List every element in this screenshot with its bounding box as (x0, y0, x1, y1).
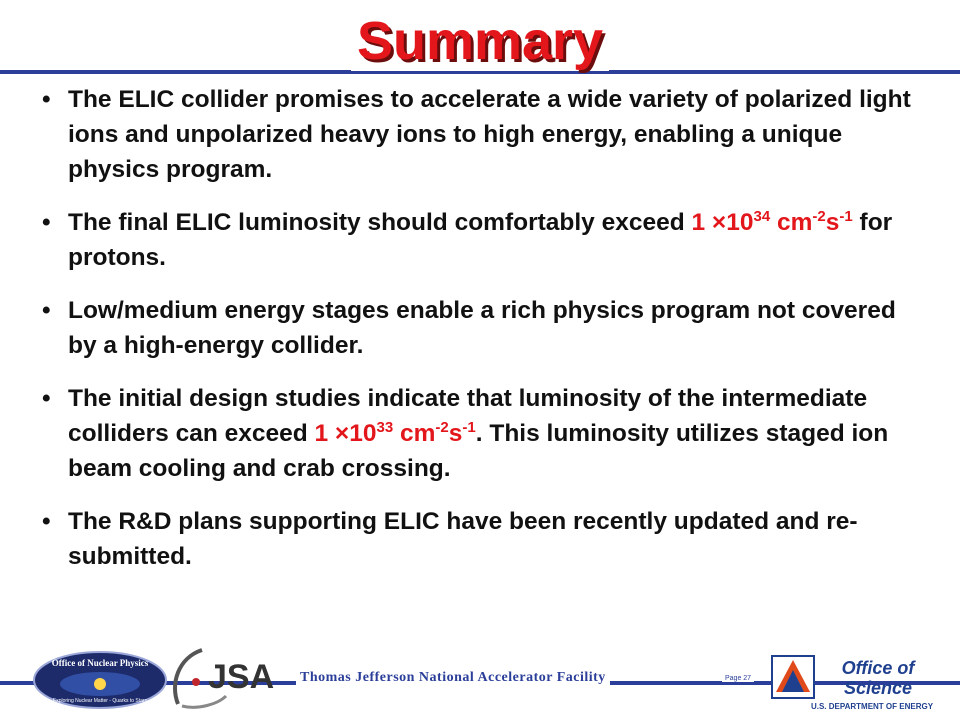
bullet-text-segment: 1 ×10 (314, 420, 377, 447)
bullet-text-segment: 34 (753, 207, 771, 225)
bullet-text-segment: 1 ×10 (691, 209, 754, 236)
bullet-dot: • (42, 508, 51, 535)
bullet-text-segment: The final ELIC luminosity should comfortably exceed (68, 209, 692, 236)
bullet-item (42, 293, 922, 363)
bullet-item (42, 504, 922, 574)
bullet-text-segment: 33 (376, 418, 394, 436)
onp-tagline-text: Exploring Nuclear Matter - Quarks to Stars (52, 698, 148, 704)
bullet-text-segment: -1 (462, 418, 476, 436)
onp-title-text: Office of Nuclear Physics (51, 658, 149, 668)
office-of-science-logo (768, 652, 940, 712)
bullet-dot: • (42, 209, 51, 236)
bullet-text-segment: The initial design studies indicate that luminosity of the intermediate colliders can exceed (68, 385, 868, 447)
bullet-dot: • (42, 86, 51, 113)
slide-title: Summary (0, 6, 960, 76)
bullet-text-segment: Low/medium energy stages enable a rich physics program not covered by a high-energy collider. (68, 297, 896, 359)
jsa-logo (168, 644, 290, 712)
bullet-item (42, 82, 922, 187)
bullet-text-segment: for protons. (68, 209, 893, 271)
science-line1: Office of (841, 658, 915, 678)
bullet-text-segment: . This luminosity utilizes staged ion beam cooling and crab crossing. (68, 420, 889, 482)
bullet-item (42, 381, 922, 486)
bullet-text-segment: -2 (812, 207, 826, 225)
bullet-text-segment: -2 (435, 418, 449, 436)
bullet-dot: • (42, 385, 51, 412)
jsa-text: JSA (208, 658, 275, 696)
bullet-item (42, 205, 922, 275)
bullet-text-segment: cm (770, 209, 813, 236)
science-line2: Science (843, 678, 913, 698)
bullet-text-segment: The R&D plans supporting ELIC have been recently updated and re-submitted. (68, 508, 858, 570)
page-number: Page 27 (722, 675, 754, 682)
bullet-text-segment: s (448, 420, 463, 447)
bullet-text-segment: -1 (839, 207, 853, 225)
science-dept: U.S. DEPARTMENT OF ENERGY (810, 702, 934, 711)
bullet-text-segment: cm (393, 420, 436, 447)
bullet-list (42, 82, 922, 592)
bullet-text-segment: s (825, 209, 840, 236)
bullet-text-segment: The ELIC collider promises to accelerate a wide variety of polarized light ions and unpolarized heavy ions to high energy, enabling a unique physics program. (68, 86, 911, 183)
office-of-nuclear-physics-logo (30, 648, 170, 712)
footer-text: Thomas Jefferson National Accelerator Facility (296, 670, 610, 686)
bullet-dot: • (42, 297, 51, 324)
